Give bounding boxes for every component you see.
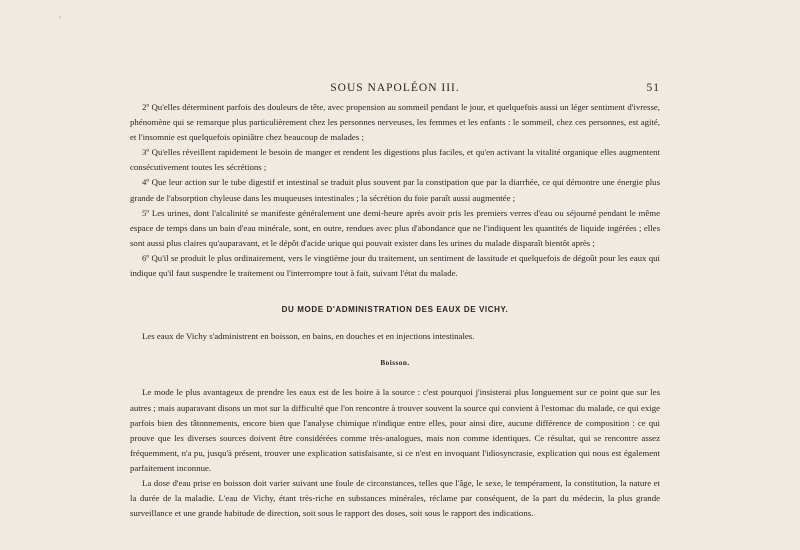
body-text <box>130 100 660 521</box>
paragraph-item-4: 4º Que leur action sur le tube digestif et intestinal se traduit plus souvent par la constipation que par la diarrhée, ce qui démontre une énergie plus grande de l'absorption chyleuse dans les muqueuses intestinales ; la sécrétion du foie paraît aussi augmentée ; <box>130 177 660 203</box>
paragraph-item-6: 6º Qu'il se produit le plus ordinairement, vers le vingtième jour du traitement, un sentiment de lassitude et quelquefois de dégoût pour les eaux qui indique qu'il faut suspendre le traitement ou l'interrompre tout à fait, suivant l'état du malade. <box>130 252 660 279</box>
section-intro: Les eaux de Vichy s'administrent en boisson, en bains, en douches et en injections intestinales. <box>142 331 475 342</box>
paragraph-item-2: 2º Qu'elles déterminent parfois des douleurs de tête, avec propension au sommeil pendant le jour, et quelquefois aussi un léger sentiment d'ivresse, phénomène qui se remarque plus particulièrement chez les personnes nerveuses, les femmes et les enfants : le sommeil, chez ces personnes, est agité, et l'insomnie est quelquefois opiniâtre chez beaucoup de malades ; <box>130 102 660 143</box>
page-number: 51 <box>646 82 660 94</box>
section-heading: DU MODE D'ADMINISTRATION DES EAUX DE VICHY. <box>281 305 509 315</box>
running-title: SOUS NAPOLÉON III. <box>330 82 460 94</box>
paper-stain: ʼ <box>58 14 62 26</box>
paragraph-boisson-2: La dose d'eau prise en boisson doit varier suivant une foule de circonstances, telles que l'âge, le sexe, le tempérament, la constitution, la nature et la durée de la maladie. L'eau de Vichy, étant très-riche en substances minérales, réclame par conséquent, de la part du médecin, la plus grande surveillance et une grande habitude de direction, soit sous le rapport des doses, soit sous le rapport des indications. <box>130 477 660 519</box>
paragraph-item-3: 3º Qu'elles réveillent rapidement le besoin de manger et rendent les digestions plus faciles, et qu'en activant la vitalité organique elles augmentent consécutivement toutes les sécrétions ; <box>130 147 660 173</box>
paragraph-boisson-1: Le mode le plus avantageux de prendre les eaux est de les boire à la source : c'est pourquoi j'insisterai plus longuement sur ce point que sur les autres ; mais auparavant disons un mot sur la difficulté que l'on rencontre à trouver souvent la source qui convient à l'estomac du malade, ce qui exige parfois bien des tâtonnements, encore bien que l'analyse chimique n'indique entre elles, pour ainsi dire, aucune différence de composition : ce qui prouve que les diverses sources doivent être considérées comme très-analogues, mais non comme identiques. Ce résultat, qui se rencontre assez fréquemment, n'a pu, jusqu'à présent, trouver une explication satisfaisante, si ce n'est en invoquant l'idiosyncrasie, explication qui nous est également parfaitement inconnue. <box>130 387 660 473</box>
subheading-boisson: Boisson. <box>380 359 410 368</box>
paragraph-item-5: 5º Les urines, dont l'alcalinité se manifeste généralement une demi-heure après avoir pris les premiers verres d'eau ou séjourné pendant le même espace de temps dans un bain d'eau minérale, sont, en outre, rendues avec plus d'abondance que ne l'indiquent les quantités de liquide ingérées ; elles sont aussi plus claires qu'auparavant, et le dépôt d'acide urique qui pouvait exister dans les urines du malade disparaît bientôt après ; <box>130 207 660 248</box>
